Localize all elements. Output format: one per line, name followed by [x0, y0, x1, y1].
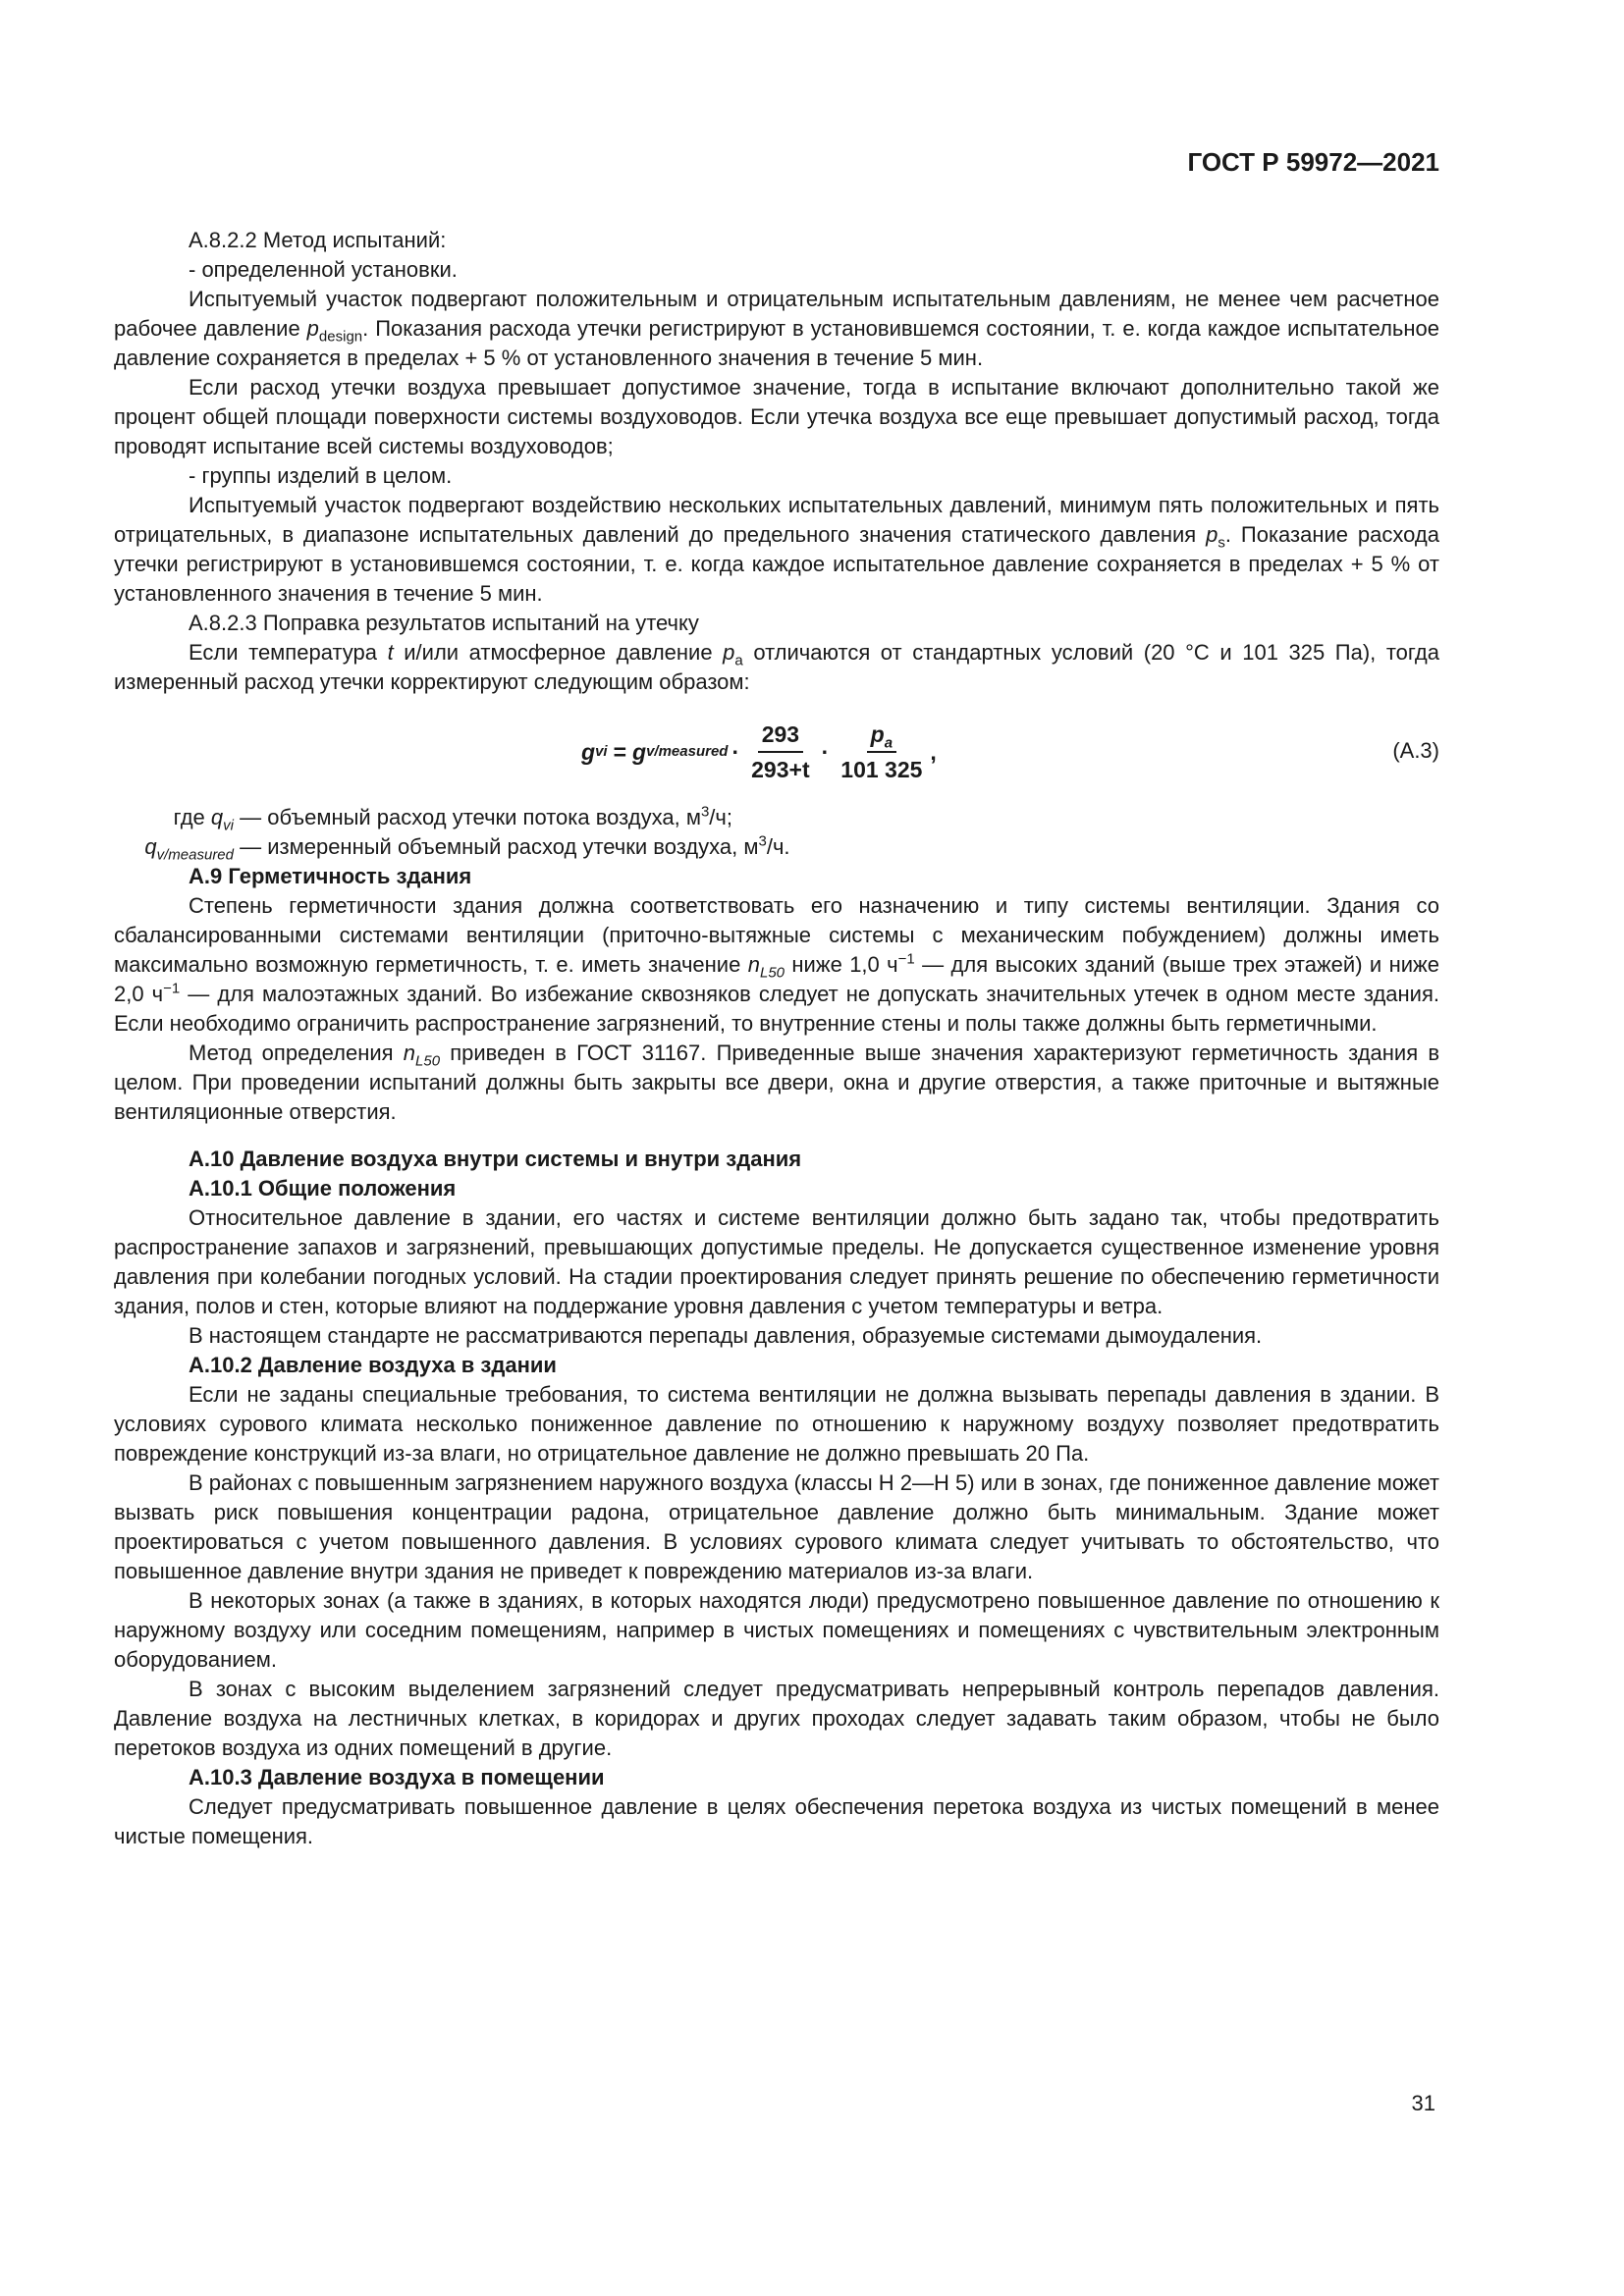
section-heading-a10-3: А.10.3 Давление воздуха в помещении — [189, 1765, 605, 1789]
document-header: ГОСТ Р 59972—2021 — [1187, 147, 1439, 177]
paragraph: Если не заданы специальные требования, то система вентиляции не должна вызывать перепады давления в здании. В условиях сурового климата несколько пониженное давление по отношению к наружному воздуху позволяет предотвратить повреждение конструкций из-за влаги, но отрицательное давление не должно превышать 20 Па. — [114, 1382, 1439, 1466]
paragraph: В зонах с высоким выделением загрязнений следует предусматривать непрерывный контроль перепадов давления. Давление воздуха на лестничных клетках, в коридорах и других проходах следует задавать таким образом, чтобы не было перетоков воздуха из одних помещений в другие. — [114, 1677, 1439, 1760]
section-heading-a10: А.10 Давление воздуха внутри системы и внутри здания — [189, 1147, 802, 1171]
page-number: 31 — [1411, 2091, 1435, 2115]
section-heading-a823: А.8.2.3 Поправка результатов испытаний на утечку — [189, 611, 699, 635]
section-heading-a9: А.9 Герметичность здания — [189, 864, 472, 888]
paragraph: Если расход утечки воздуха превышает допустимое значение, тогда в испытание включают дополнительно такой же процент общей площади поверхности системы воздуховодов. Если утечка воздуха все еще превышает допустимый расход, тогда проводят испытание всей системы воздуховодов; — [114, 375, 1439, 458]
paragraph: Испытуемый участок подвергают положительным и отрицательным испытательным давлениям, не менее чем расчетное рабочее давление $p_{design}$. Показания расхода утечки регистрируют в установившемся состоянии, т. е. когда каждое испытательное давление сохраняется в пределах + 5 % от установленного значения в течение 5 мин. — [114, 287, 1440, 370]
paragraph: Степень герметичности здания должна соответствовать его назначению и типу системы вентиляции. Здания со сбалансированными системами вентиляции (приточно-вытяжные системы с механическим побуждением) должны иметь максимально возможную герметичность, т. е. иметь значение $n_{L50}$ ниже 1,0 $ч^{-1}$ — для высоких зданий (выше трех этажей) и ниже 2,0 $ч^{-1}$ — для малоэтажных зданий. Во избежание сквозняков следует не допускать значительных утечек в одном месте здания. Если необходимо ограничить распространение загрязнений, то внутренние стены и полы также должны быть герметичными. — [114, 893, 1439, 1036]
section-heading-a10-2: А.10.2 Давление воздуха в здании — [189, 1353, 557, 1377]
paragraph: Испытуемый участок подвергают воздействию нескольких испытательных давлений, минимум пять положительных и пять отрицательных, в диапазоне испытательных давлений до предельного значения статического давления $p_s$. Показание расхода утечки регистрируют в установившемся состоянии, т. е. когда каждое испытательное давление сохраняется в пределах + 5 % от установленного значения в течение 5 мин. — [114, 493, 1439, 606]
document-body — [114, 226, 1439, 1851]
formula-a3 — [114, 711, 1439, 793]
paragraph: Следует предусматривать повышенное давление в целях обеспечения перетока воздуха из чистых помещений в менее чистые помещения. — [114, 1794, 1439, 1848]
paragraph: В районах с повышенным загрязнением наружного воздуха (классы Н 2—Н 5) или в зонах, где пониженное давление может вызвать риск повышения концентрации радона, отрицательное давление должно быть минимальным. Здание может проектироваться с учетом повышенного давления. В условиях сурового климата следует учитывать то обстоятельство, что повышенное давление внутри здания не приведет к повреждению материалов из-за влаги. — [114, 1470, 1439, 1583]
formula-legend-qvmeasured: $q_{v/measured}$ — измеренный объемный расход утечки воздуха, $м^3/ч$. — [144, 832, 790, 864]
fraction-temperature: $\frac{293}{293+t}$ — [751, 721, 810, 782]
paragraph: В настоящем стандарте не рассматриваются перепады давления, образуемые системами дымоудаления. — [189, 1323, 1263, 1348]
list-item: - группы изделий в целом. — [189, 463, 453, 488]
paragraph: Если температура t и/или атмосферное давление $p_a$ отличаются от стандартных условий (20 °С и 101 325 Па), тогда измеренный расход утечки корректируют следующим образом: — [114, 640, 1439, 694]
section-heading-a822: А.8.2.2 Метод испытаний: — [189, 228, 447, 252]
paragraph: Метод определения $n_{L50}$ приведен в ГОСТ 31167. Приведенные выше значения характеризуют герметичность здания в целом. При проведении испытаний должны быть закрыты все двери, окна и другие отверстия, а также приточные и вытяжные вентиляционные отверстия. — [114, 1041, 1440, 1124]
paragraph: В некоторых зонах (а также в зданиях, в которых находятся люди) предусмотрено повышенное давление по отношению к наружному воздуху или соседним помещениям, например в чистых помещениях и помещениях с чувствительным электронным оборудованием. — [114, 1588, 1439, 1672]
formula-number: (А.3) — [1392, 738, 1439, 763]
fraction-pressure: $\frac{p_a}{101 325}$ — [840, 721, 923, 782]
list-item: - определенной установки. — [189, 257, 458, 282]
paragraph: Относительное давление в здании, его частях и системе вентиляции должно быть задано так, чтобы предотвратить распространение запахов и загрязнений, превышающих допустимые пределы. Не допускается существенное изменение уровня давления при колебании погодных условий. На стадии проектирования следует принять решение по обеспечению герметичности здания, полов и стен, которые влияют на поддержание уровня давления с учетом температуры и ветра. — [114, 1205, 1439, 1318]
formula-body: g vi = g v/measured · $\frac{293}{293+t}$ · $\frac{p_a}{101 325}$ , — [581, 721, 937, 782]
formula-legend-qvi: где $q_{vi}$ — объемный расход утечки потока воздуха, $м^3/ч$; — [173, 803, 732, 834]
section-heading-a10-1: А.10.1 Общие положения — [189, 1176, 457, 1201]
